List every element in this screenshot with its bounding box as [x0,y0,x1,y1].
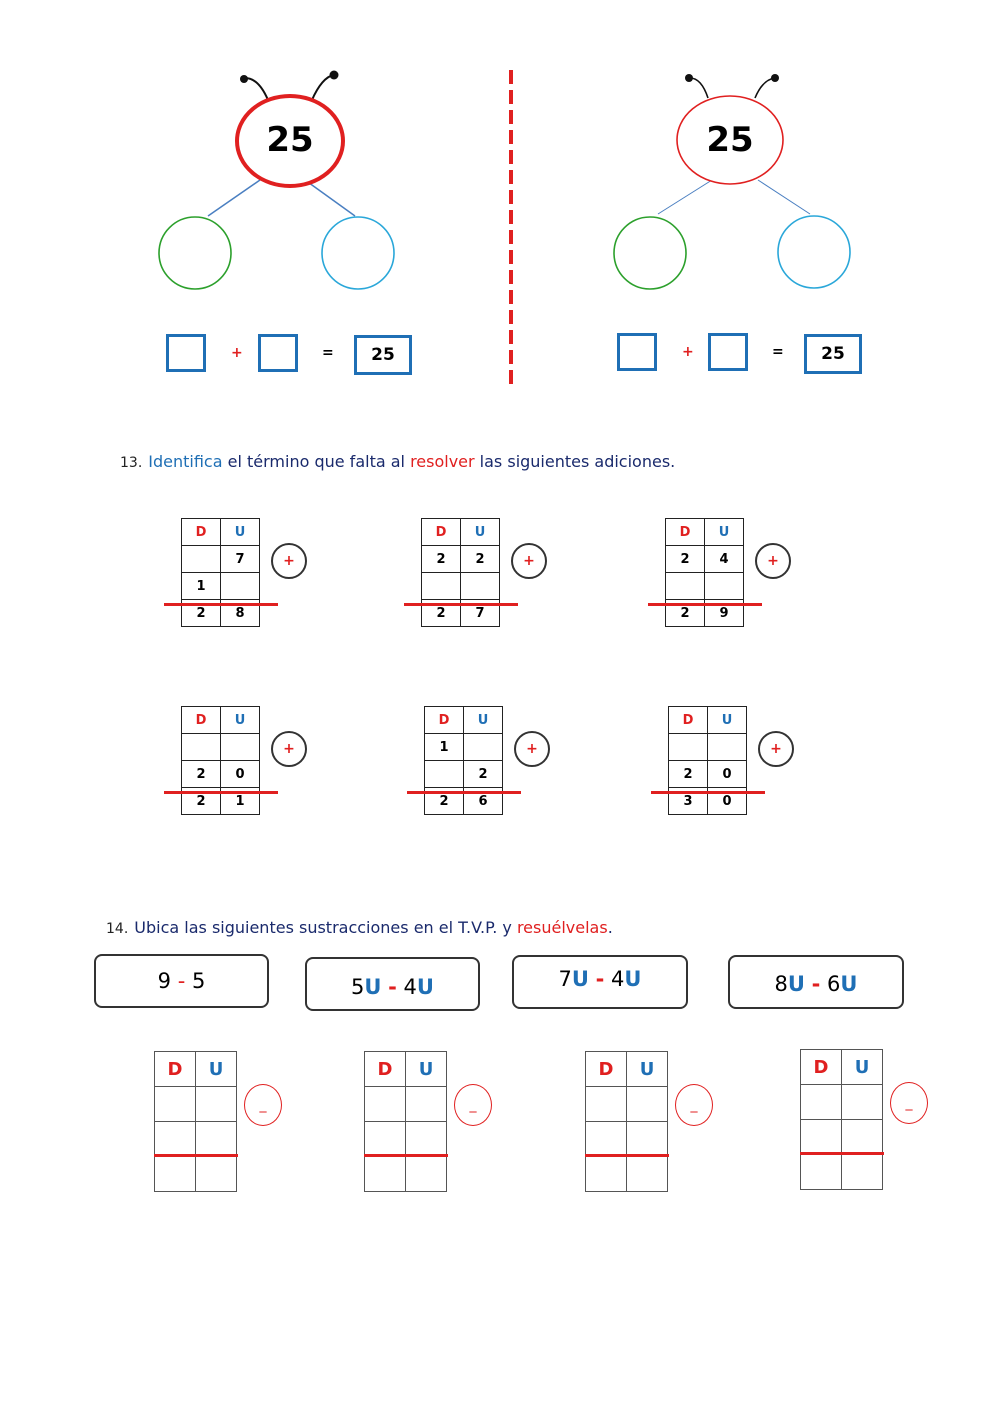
bond-right-addend-1[interactable] [617,333,657,371]
sum-line [648,603,762,606]
digit-cell: 9 [705,600,744,627]
header-d: D [155,1052,196,1087]
subtraction-card-3 [512,955,688,1009]
sum-line [164,603,278,606]
header-u: U [464,707,503,734]
digit-cell: 2 [182,600,221,627]
blank-cell[interactable] [461,573,500,600]
blank-cell[interactable] [196,1087,237,1122]
card3-au: U [571,967,589,991]
header-u: U [221,707,260,734]
addition-table-1 [181,518,260,627]
header-u: U [705,519,744,546]
bond-left-addend-1[interactable] [166,334,206,372]
digit-cell: 0 [708,788,747,815]
blank-cell[interactable] [365,1087,406,1122]
difference-line [585,1154,669,1157]
header-d: D [586,1052,627,1087]
q13-number: 13. [120,455,143,471]
digit-cell: 2 [182,788,221,815]
blank-cell[interactable] [669,734,708,761]
header-u: U [842,1050,883,1085]
digit-cell: 8 [221,600,260,627]
subtraction-card-4 [728,955,904,1009]
sum-line [164,791,278,794]
bond-right-plus: + [682,344,694,360]
digit-cell: 1 [221,788,260,815]
difference-line [154,1154,238,1157]
card2-bu: U [416,975,434,999]
digit-cell: 7 [461,600,500,627]
difference-line [800,1152,884,1155]
bond-left-sum: 25 [354,335,412,375]
bond-right-addend-2[interactable] [708,333,748,371]
dashed-divider [506,70,516,386]
header-d: D [801,1050,842,1085]
card4-op: - [811,972,821,996]
number-bond-right [600,60,860,305]
blank-cell[interactable] [221,734,260,761]
plus-circle: + [514,731,550,767]
blank-cell[interactable] [406,1087,447,1122]
header-u: U [627,1052,668,1087]
minus-circle: _ [454,1084,492,1126]
number-bond-left [150,60,410,305]
card3-a: 7 [558,967,572,991]
blank-cell[interactable] [464,734,503,761]
blank-cell[interactable] [406,1122,447,1157]
blank-cell[interactable] [196,1122,237,1157]
q14-text-3: . [607,918,613,937]
header-d: D [182,519,221,546]
digit-cell: 6 [464,788,503,815]
q13-heading [120,452,675,471]
subtraction-table-1 [154,1051,237,1192]
blank-cell[interactable] [801,1155,842,1190]
minus-circle: _ [675,1084,713,1126]
bond-left-equals: = [322,345,334,361]
header-u: U [461,519,500,546]
subtraction-card-1 [94,954,269,1008]
blank-cell[interactable] [627,1122,668,1157]
addition-table-5 [424,706,503,815]
addition-table-4 [181,706,260,815]
blank-cell[interactable] [365,1157,406,1192]
header-d: D [182,707,221,734]
blank-cell[interactable] [705,573,744,600]
sum-line [407,791,521,794]
digit-cell: 2 [464,761,503,788]
plus-circle: + [758,731,794,767]
q13-text-2: el término que falta al [222,452,411,471]
minus-circle: _ [244,1084,282,1126]
blank-cell[interactable] [842,1085,883,1120]
digit-cell: 2 [422,600,461,627]
bond-left-whole: 25 [266,120,314,160]
q13-text-3: resolver [410,452,475,471]
digit-cell: 1 [182,573,221,600]
digit-cell: 3 [669,788,708,815]
blank-cell[interactable] [666,573,705,600]
blank-cell[interactable] [586,1087,627,1122]
header-d: D [666,519,705,546]
blank-cell[interactable] [422,573,461,600]
card3-b: 4 [611,967,625,991]
card2-a: 5 [351,975,365,999]
digit-cell: 2 [182,761,221,788]
plus-circle: + [511,543,547,579]
blank-cell[interactable] [586,1157,627,1192]
digit-cell: 2 [666,600,705,627]
q14-text-1: Ubica las siguientes sustracciones en el T.V.P. y [134,918,517,937]
blank-cell[interactable] [155,1157,196,1192]
bond-right-sum: 25 [804,334,862,374]
blank-cell[interactable] [182,546,221,573]
addition-table-2 [421,518,500,627]
q14-text-2: resuélvelas [516,918,608,937]
blank-cell[interactable] [182,734,221,761]
blank-cell[interactable] [586,1122,627,1157]
bond-right-whole: 25 [706,120,754,160]
sum-line [404,603,518,606]
subtraction-table-4 [800,1049,883,1190]
card1-op: - [177,969,186,993]
minus-circle: _ [890,1082,928,1124]
card3-bu: U [624,967,642,991]
plus-circle: + [755,543,791,579]
sum-line [651,791,765,794]
q13-text-4: las siguientes adiciones. [474,452,676,471]
card4-b: 6 [827,972,841,996]
plus-circle: + [271,543,307,579]
digit-cell: 2 [425,788,464,815]
q13-text-1: Identifica [148,452,223,471]
digit-cell: 2 [666,546,705,573]
card2-op: - [388,975,397,999]
card3-op: - [595,967,605,991]
digit-cell: 2 [669,761,708,788]
bond-left-plus: + [231,345,243,361]
digit-cell: 0 [221,761,260,788]
blank-cell[interactable] [196,1157,237,1192]
q14-number: 14. [106,921,129,937]
digit-cell: 1 [425,734,464,761]
header-d: D [669,707,708,734]
blank-cell[interactable] [627,1157,668,1192]
header-u: U [708,707,747,734]
digit-cell: 2 [461,546,500,573]
header-u: U [196,1052,237,1087]
blank-cell[interactable] [155,1087,196,1122]
digit-cell: 4 [705,546,744,573]
blank-cell[interactable] [708,734,747,761]
blank-cell[interactable] [801,1120,842,1155]
digit-cell: 2 [422,546,461,573]
header-d: D [365,1052,406,1087]
subtraction-card-2 [305,957,480,1011]
header-u: U [406,1052,447,1087]
addition-table-3 [665,518,744,627]
card4-au: U [787,972,805,996]
card2-au: U [364,975,382,999]
blank-cell[interactable] [425,761,464,788]
blank-cell[interactable] [842,1120,883,1155]
difference-line [364,1154,448,1157]
blank-cell[interactable] [221,573,260,600]
card1-b: 5 [191,969,206,993]
q14-heading [106,918,613,937]
header-u: U [221,519,260,546]
card4-a: 8 [774,972,788,996]
addition-table-6 [668,706,747,815]
card2-b: 4 [403,975,417,999]
digit-cell: 7 [221,546,260,573]
blank-cell[interactable] [155,1122,196,1157]
blank-cell[interactable] [406,1157,447,1192]
subtraction-table-2 [364,1051,447,1192]
blank-cell[interactable] [365,1122,406,1157]
header-d: D [425,707,464,734]
bond-right-equals: = [772,344,784,360]
subtraction-table-3 [585,1051,668,1192]
digit-cell: 0 [708,761,747,788]
bond-left-addend-2[interactable] [258,334,298,372]
blank-cell[interactable] [801,1085,842,1120]
blank-cell[interactable] [842,1155,883,1190]
header-d: D [422,519,461,546]
plus-circle: + [271,731,307,767]
blank-cell[interactable] [627,1087,668,1122]
card4-bu: U [840,972,858,996]
card1-a: 9 [157,969,172,993]
